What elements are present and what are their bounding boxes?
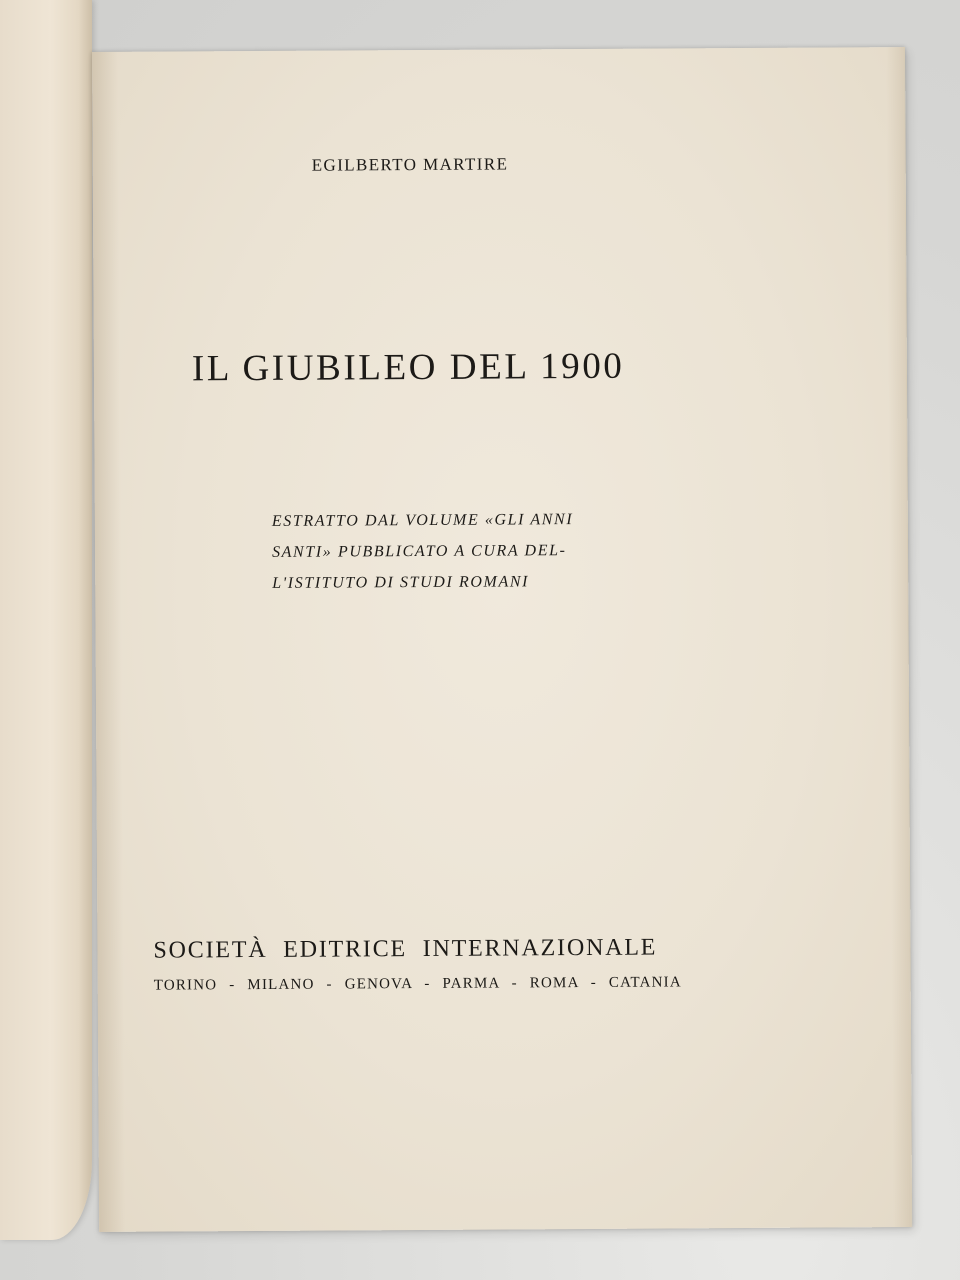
publisher-cities: TORINO - MILANO - GENOVA - PARMA - ROMA - CATANIA <box>153 974 682 994</box>
publisher-name: SOCIETÀ EDITRICE INTERNAZIONALE <box>153 934 658 964</box>
subtitle-block <box>272 504 574 599</box>
subtitle-line: SANTI» PUBBLICATO A CURA DEL- <box>272 542 567 561</box>
book-title: IL GIUBILEO DEL 1900 <box>191 345 625 390</box>
author-name: EGILBERTO MARTIRE <box>311 154 509 175</box>
subtitle-line: ESTRATTO DAL VOLUME «GLI ANNI <box>271 511 574 530</box>
facing-page-edge <box>0 0 92 1240</box>
title-page <box>92 47 912 1232</box>
subtitle-line: L'ISTITUTO DI STUDI ROMANI <box>272 573 530 592</box>
